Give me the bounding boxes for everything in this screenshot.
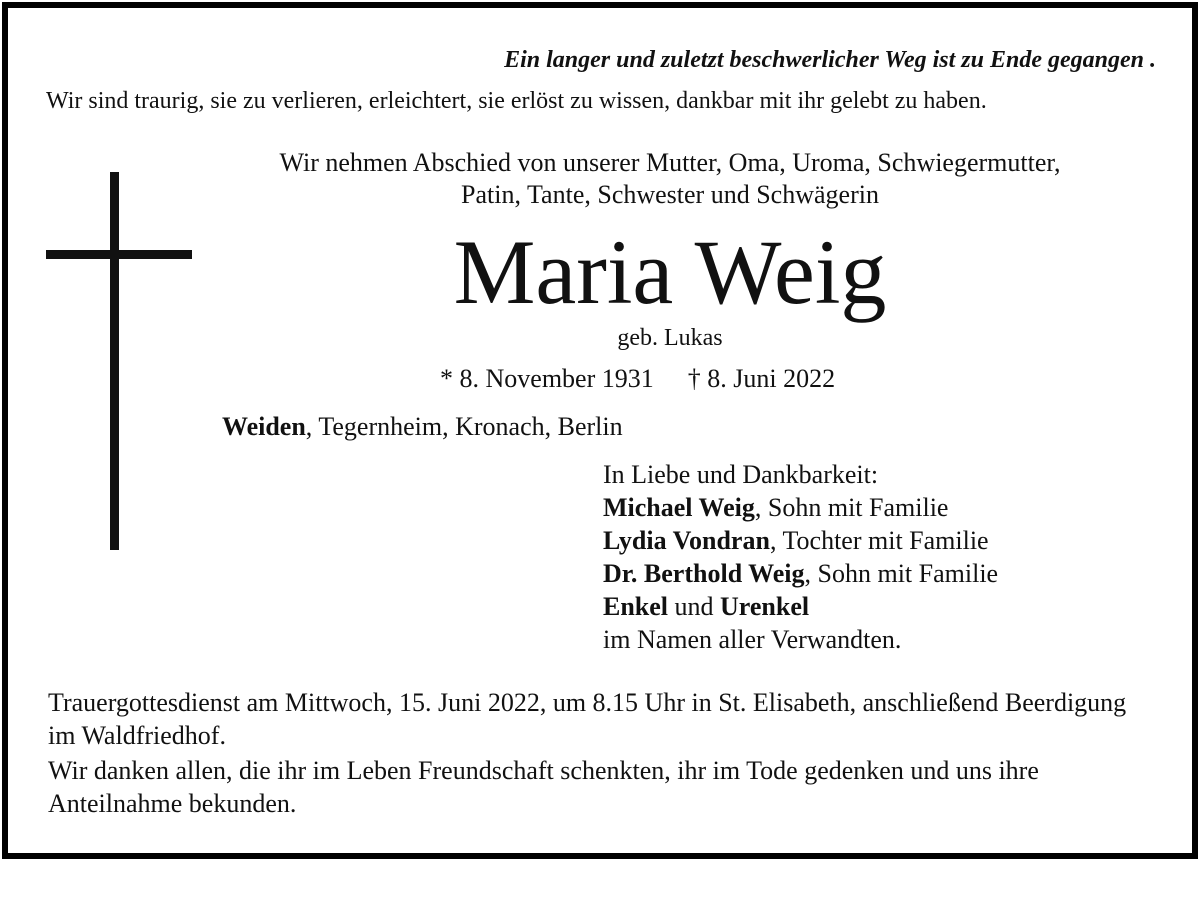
mourner-relation: , Tochter mit Familie [769,526,989,555]
deceased-name: Maria Weig [453,221,887,323]
place-rest: , Tegernheim, Kronach, Berlin [305,412,623,441]
grandchildren-label: Enkel [603,592,669,621]
mourner-name: Lydia Vondran [603,526,770,555]
maiden-name: geb. Lukas [617,325,723,351]
mourners-block [603,458,998,656]
funeral-service-info: Trauergottesdienst am Mittwoch, 15. Juni 2022, um 8.15 Uhr in St. Elisabeth, anschließend Beerdigung im Waldfriedhof. [48,688,1127,750]
great-grandchildren-label: Urenkel [720,592,810,621]
mourners-intro: In Liebe und Dankbarkeit: [603,460,879,489]
mourners-closing: im Namen aller Verwandten. [603,625,902,654]
and-connector: und [668,592,721,621]
thanks-text: Wir danken allen, die ihr im Leben Freundschaft schenkten, ihr im Tode gedenken und uns ihre Anteilnahme bekunden. [48,756,1039,818]
farewell-text [190,147,1150,211]
places [222,414,623,440]
death-date: † 8. Juni 2022 [687,364,836,393]
cross-icon [46,172,192,550]
mourner-relation: , Sohn mit Familie [754,493,949,522]
mourner-entry [603,524,998,557]
birth-date: * 8. November 1931 [440,364,654,393]
mourner-name: Michael Weig [603,493,755,522]
farewell-line-1: Wir nehmen Abschied von unserer Mutter, Oma, Uroma, Schwiegermutter, [279,148,1061,177]
life-dates [440,366,835,392]
cross-horizontal-bar [46,250,192,259]
farewell-line-2: Patin, Tante, Schwester und Schwägerin [461,180,879,209]
subtitle: Wir sind traurig, sie zu verlieren, erleichtert, sie erlöst zu wissen, dankbar mit ihr gelebt zu haben. [46,88,987,114]
mourner-entry [603,491,998,524]
grandchildren-entry [603,590,998,623]
mourner-relation: , Sohn mit Familie [804,559,999,588]
cross-vertical-bar [110,172,119,550]
mourner-name: Dr. Berthold Weig [603,559,805,588]
motto: Ein langer und zuletzt beschwerlicher Weg ist zu Ende gegangen . [504,47,1156,73]
place-main: Weiden [222,412,306,441]
mourner-entry [603,557,998,590]
